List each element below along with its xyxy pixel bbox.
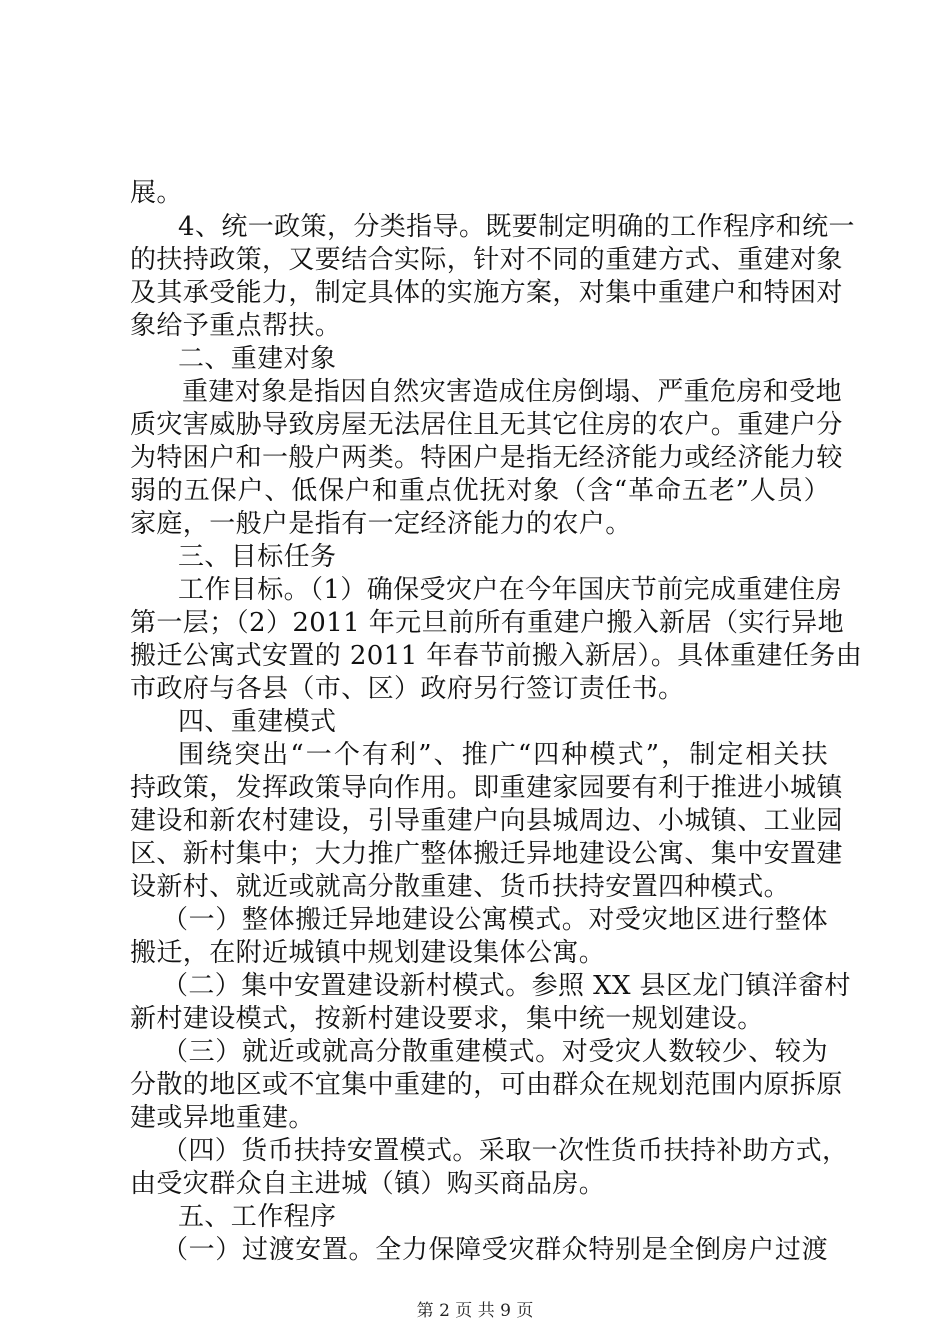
section-heading: 二、重建对象	[178, 344, 337, 374]
text-line: 搬迁公寓式安置的 2011 年春节前搬入新居）。具体重建任务由	[130, 641, 863, 671]
text-line: 第一层；（2）2011 年元旦前所有重建户搬入新居（实行异地	[130, 608, 844, 638]
text-line: 工作目标。（1）确保受灾户在今年国庆节前完成重建住房	[178, 575, 842, 605]
text-line: 展。	[130, 178, 183, 208]
text-line: 象给予重点帮扶。	[130, 311, 342, 341]
text-line: （二）集中安置建设新村模式。参照 XX 县区龙门镇洋畲村	[162, 971, 851, 1001]
text-line: 围绕突出“一个有利”、推广“四种模式”，制定相关扶	[178, 740, 828, 770]
text-line: 新村建设模式，按新村建设要求，集中统一规划建设。	[130, 1004, 764, 1034]
text-line: 搬迁，在附近城镇中规划建设集体公寓。	[130, 938, 606, 968]
text-line: 弱的五保户、低保户和重点优抚对象（含“革命五老”人员）	[130, 476, 830, 506]
text-line: 及其承受能力，制定具体的实施方案，对集中重建户和特困对	[130, 278, 843, 308]
section-heading: 五、工作程序	[178, 1202, 337, 1232]
section-heading: 三、目标任务	[178, 542, 337, 572]
text-line: 4、统一政策，分类指导。既要制定明确的工作程序和统一	[178, 212, 855, 242]
text-line: （四）货币扶持安置模式。采取一次性货币扶持补助方式，	[162, 1136, 849, 1166]
text-line: 由受灾群众自主进城（镇）购买商品房。	[130, 1169, 606, 1199]
text-line: 质灾害威胁导致房屋无法居住且无其它住房的农户。重建户分	[130, 410, 843, 440]
text-line: （三）就近或就高分散重建模式。对受灾人数较少、较为	[162, 1037, 828, 1067]
text-line: 市政府与各县（市、区）政府另行签订责任书。	[130, 674, 685, 704]
text-line: 建或异地重建。	[130, 1103, 315, 1133]
text-line: 持政策，发挥政策导向作用。即重建家园要有利于推进小城镇	[130, 773, 843, 803]
text-line: 重建对象是指因自然灾害造成住房倒塌、严重危房和受地	[182, 377, 843, 407]
text-line: （一）整体搬迁异地建设公寓模式。对受灾地区进行整体	[162, 905, 828, 935]
text-line: 分散的地区或不宜集中重建的，可由群众在规划范围内原拆原	[130, 1070, 843, 1100]
text-line: 区、新村集中；大力推广整体搬迁异地建设公寓、集中安置建	[130, 839, 843, 869]
section-heading: 四、重建模式	[178, 707, 337, 737]
text-line: 为特困户和一般户两类。特困户是指无经济能力或经济能力较	[130, 443, 843, 473]
page-number-footer: 第 2 页 共 9 页	[416, 1301, 534, 1321]
text-line: 的扶持政策，又要结合实际，针对不同的重建方式、重建对象	[130, 245, 843, 275]
text-line: 家庭，一般户是指有一定经济能力的农户。	[130, 509, 632, 539]
text-line: 设新村、就近或就高分散重建、货币扶持安置四种模式。	[130, 872, 791, 902]
text-line: （一）过渡安置。全力保障受灾群众特别是全倒房户过渡	[162, 1235, 828, 1265]
text-line: 建设和新农村建设，引导重建户向县城周边、小城镇、工业园	[130, 806, 843, 836]
